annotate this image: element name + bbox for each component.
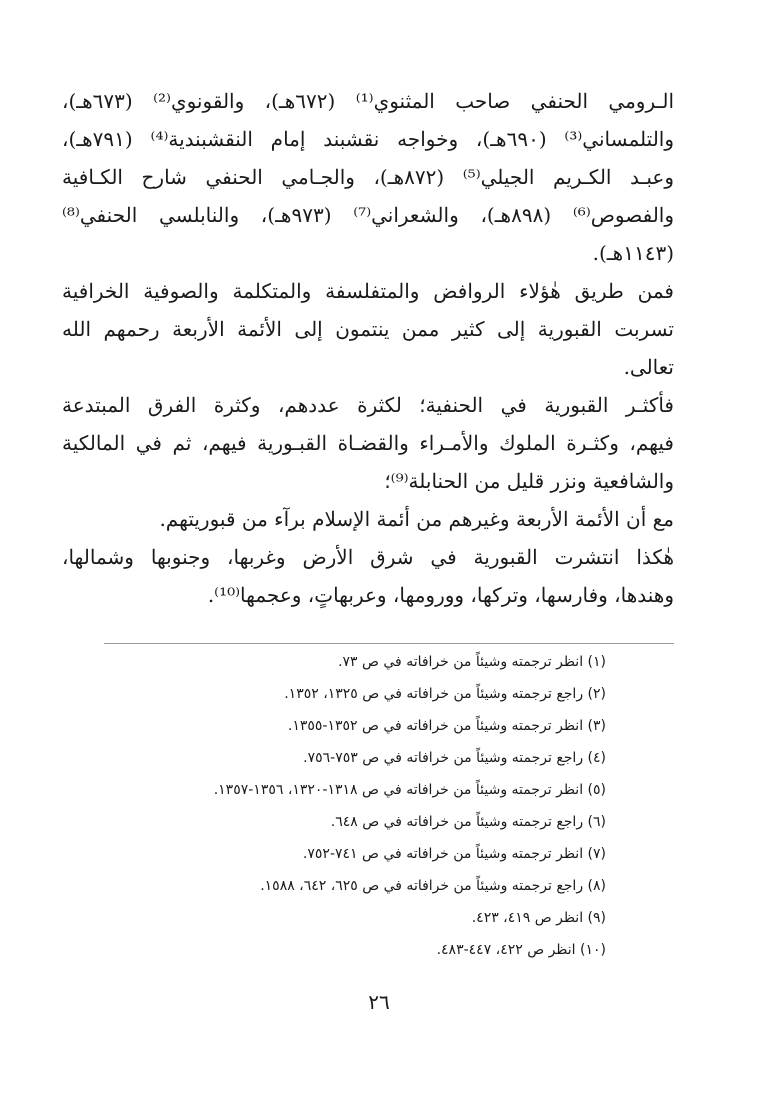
text-line-6: فمن طريق هٰؤلاء الروافض والمتفلسفة والمتكلمة والصوفية الخرافية xyxy=(62,279,674,303)
text-line-5: (١١٤٣هـ). xyxy=(592,241,674,265)
text-line-8: تعالى. xyxy=(623,355,674,379)
text-line-2: والتلمساني⁽³⁾ (٦٩٠هـ)، وخواجه نقشبند إمام النقشبندية⁽⁴⁾ (٧٩١هـ)، xyxy=(62,127,675,151)
footnote-8: (٨) راجع ترجمته وشيئاً من خرافاته في ص ٦٢٥، ٦٤٢، ١٥٨٨. xyxy=(260,878,606,894)
text-line-9: فأكثـر القبورية في الحنفية؛ لكثرة عددهم، وكثرة الفرق المبتدعة xyxy=(62,393,674,417)
footnote-4: (٤) راجع ترجمته وشيئاً من خرافاته في ص ٧٥٣-٧٥٦. xyxy=(303,750,606,766)
footnote-9: (٩) انظر ص ٤١٩، ٤٢٣. xyxy=(471,910,606,926)
footnote-6: (٦) راجع ترجمته وشيئاً من خرافاته في ص ٦٤٨. xyxy=(330,814,606,830)
main-text xyxy=(62,82,674,614)
footnote-5: (٥) انظر ترجمته وشيئاً من خرافاته في ص ١٣١٨-١٣٢٠، ١٣٥٦-١٣٥٧. xyxy=(213,782,606,798)
text-line-10: فيهم، وكثـرة الملوك والأمـراء والقضـاة القبـورية فيهم، ثم في المالكية xyxy=(62,431,674,455)
text-line-12: مع أن الأئمة الأربعة وغيرهم من أئمة الإسلام برآء من قبوريتهم. xyxy=(159,507,674,531)
text-line-13: هٰكذا انتشرت القبورية في شرق الأرض وغربها، وجنوبها وشمالها، xyxy=(62,545,674,569)
footnote-2: (٢) راجع ترجمته وشيئاً من خرافاته في ص ١٣٢٥، ١٣٥٢. xyxy=(284,686,606,702)
footnote-3: (٣) انظر ترجمته وشيئاً من خرافاته في ص ١٣٥٢-١٣٥٥. xyxy=(287,718,606,734)
text-line-7: تسربت القبورية إلى كثير ممن ينتمون إلى الأئمة الأربعة رحمهم الله xyxy=(62,317,674,341)
text-line-1: الـرومي الحنفي صاحب المثنوي⁽¹⁾ (٦٧٢هـ)، والقونوي⁽²⁾ (٦٧٣هـ)، xyxy=(62,89,674,113)
footnotes xyxy=(86,646,606,966)
footnote-divider xyxy=(104,643,674,644)
page-number: ٢٦ xyxy=(368,990,390,1014)
footnote-1: (١) انظر ترجمته وشيئاً من خرافاته في ص ٧٣. xyxy=(338,654,606,670)
text-line-3: وعبـد الكـريم الجيلي⁽⁵⁾ (٨٧٢هـ)، والجـامي الحنفي شارح الكـافية xyxy=(62,165,675,189)
text-line-4: والفصوص⁽⁶⁾ (٨٩٨هـ)، والشعراني⁽⁷⁾ (٩٧٣هـ)، والنابلسي الحنفي⁽⁸⁾ xyxy=(62,203,675,227)
footnote-10: (١٠) انظر ص ٤٢٢، ٤٤٧-٤٨٣. xyxy=(436,942,606,958)
text-line-11: والشافعية ونزر قليل من الحنابلة⁽⁹⁾؛ xyxy=(384,469,674,493)
footnote-7: (٧) انظر ترجمته وشيئاً من خرافاته في ص ٧٤١-٧٥٢. xyxy=(302,846,606,862)
text-line-14: وهندها، وفارسها، وتركها، وورومها، وعربهاتٍ، وعجمها⁽¹⁰⁾. xyxy=(207,583,674,607)
